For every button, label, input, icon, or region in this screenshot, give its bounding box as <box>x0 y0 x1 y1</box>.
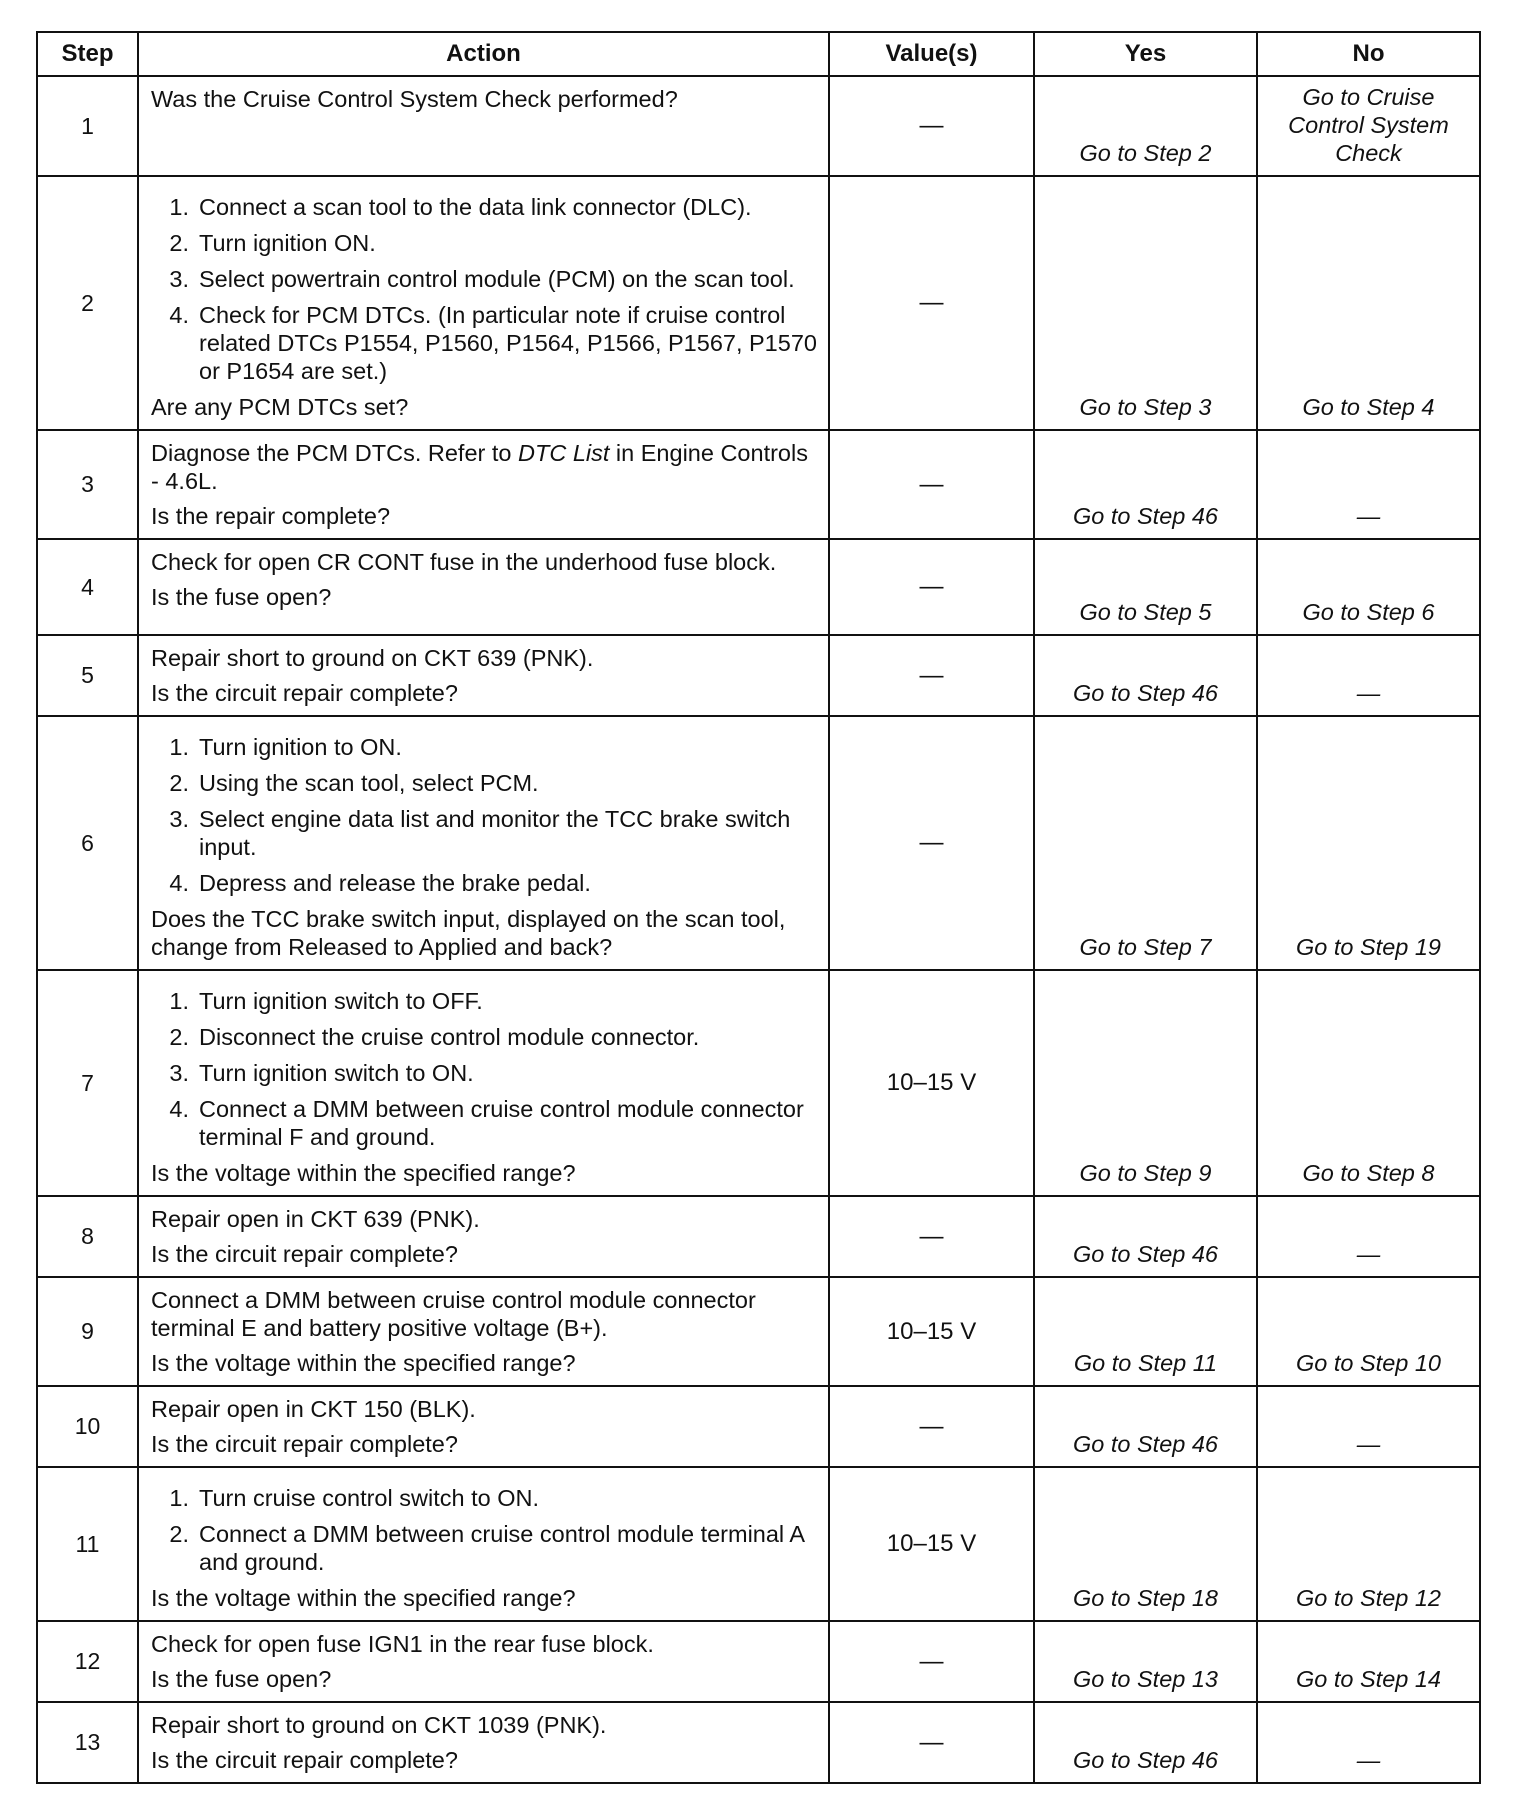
no-cell <box>1257 76 1480 176</box>
action-step-item: 2. Using the scan tool, select PCM. <box>169 770 539 796</box>
value-cell: — <box>829 1702 1034 1783</box>
header-yes: Yes <box>1034 32 1257 76</box>
step-number: 6 <box>37 716 138 970</box>
action-text: Diagnose the PCM DTCs. Refer to DTC List in Engine Controls - 4.6L. <box>151 440 808 494</box>
action-step-item: 3. Turn ignition switch to ON. <box>169 1060 474 1086</box>
value-cell: — <box>829 1621 1034 1702</box>
no-cell: Go to Step 12 <box>1257 1467 1480 1621</box>
yes-cell: Go to Step 46 <box>1034 430 1257 539</box>
table-row <box>37 430 1480 539</box>
table-row <box>37 1702 1480 1783</box>
action-question: Does the TCC brake switch input, displayed on the scan tool, change from Released to Applied and back? <box>151 906 786 960</box>
table-row <box>37 635 1480 716</box>
dtc-list-ref: DTC List <box>518 440 610 466</box>
header-row <box>37 32 1480 76</box>
action-cell <box>138 539 829 635</box>
table-row <box>37 176 1480 430</box>
step-number: 9 <box>37 1277 138 1386</box>
table-row <box>37 1621 1480 1702</box>
action-step-item: 2. Disconnect the cruise control module connector. <box>169 1024 700 1050</box>
table-row <box>37 539 1480 635</box>
step-number: 13 <box>37 1702 138 1783</box>
action-question: Is the circuit repair complete? <box>151 1431 458 1457</box>
action-question: Is the voltage within the specified range? <box>151 1350 576 1376</box>
action-step-item: 4. Connect a DMM between cruise control module connector terminal F and ground. <box>169 1096 804 1150</box>
no-cell: Go to Step 4 <box>1257 176 1480 430</box>
yes-cell: Go to Step 11 <box>1034 1277 1257 1386</box>
yes-cell: Go to Step 13 <box>1034 1621 1257 1702</box>
action-question: Is the voltage within the specified range? <box>151 1160 576 1186</box>
no-cell: Go to Step 6 <box>1257 539 1480 635</box>
action-text: Repair open in CKT 150 (BLK). <box>151 1396 476 1422</box>
action-text: Repair short to ground on CKT 639 (PNK). <box>151 645 594 671</box>
step-number: 10 <box>37 1386 138 1467</box>
action-cell <box>138 1386 829 1467</box>
step-number: 2 <box>37 176 138 430</box>
step-number: 4 <box>37 539 138 635</box>
yes-cell: Go to Step 2 <box>1034 76 1257 176</box>
yes-cell: Go to Step 18 <box>1034 1467 1257 1621</box>
value-cell: — <box>829 1386 1034 1467</box>
yes-cell: Go to Step 3 <box>1034 176 1257 430</box>
table-row <box>37 1277 1480 1386</box>
value-cell: — <box>829 1196 1034 1277</box>
value-cell: — <box>829 716 1034 970</box>
header-values: Value(s) <box>829 32 1034 76</box>
step-number: 7 <box>37 970 138 1196</box>
action-cell <box>138 970 829 1196</box>
no-cell: Go to Step 14 <box>1257 1621 1480 1702</box>
action-step-item: 4. Check for PCM DTCs. (In particular note if cruise control related DTCs P1554, P1560, P1564, P1566, P1567, P1570 or P1654 are set.) <box>169 302 817 384</box>
table-row <box>37 716 1480 970</box>
action-question: Is the voltage within the specified range? <box>151 1585 576 1611</box>
yes-cell: Go to Step 46 <box>1034 1702 1257 1783</box>
no-cell: — <box>1257 430 1480 539</box>
value-cell: — <box>829 176 1034 430</box>
action-cell <box>138 1467 829 1621</box>
step-number: 3 <box>37 430 138 539</box>
action-cell <box>138 716 829 970</box>
action-step-item: 3. Select powertrain control module (PCM) on the scan tool. <box>169 266 795 292</box>
action-steps <box>151 1484 818 1576</box>
action-cell <box>138 1702 829 1783</box>
no-link-text: Cruise Control System Check <box>1288 84 1449 166</box>
action-step-item: 4. Depress and release the brake pedal. <box>169 870 591 896</box>
table-row <box>37 1467 1480 1621</box>
yes-cell: Go to Step 5 <box>1034 539 1257 635</box>
action-cell <box>138 176 829 430</box>
value-cell: — <box>829 430 1034 539</box>
action-step-item: 1. Turn cruise control switch to ON. <box>169 1485 539 1511</box>
yes-cell: Go to Step 7 <box>1034 716 1257 970</box>
action-step-item: 3. Select engine data list and monitor the TCC brake switch input. <box>169 806 791 860</box>
table-row <box>37 1196 1480 1277</box>
action-question: Are any PCM DTCs set? <box>151 394 409 420</box>
action-question: Is the fuse open? <box>151 584 332 610</box>
action-steps <box>151 987 818 1151</box>
value-cell: 10–15 V <box>829 1467 1034 1621</box>
action-text: Connect a DMM between cruise control module connector terminal E and battery positive voltage (B+). <box>151 1287 756 1341</box>
value-cell: — <box>829 539 1034 635</box>
no-cell: — <box>1257 1386 1480 1467</box>
no-cell: Go to Step 10 <box>1257 1277 1480 1386</box>
no-cell: Go to Step 19 <box>1257 716 1480 970</box>
value-cell: — <box>829 76 1034 176</box>
step-number: 11 <box>37 1467 138 1621</box>
table-row <box>37 76 1480 176</box>
action-cell <box>138 1277 829 1386</box>
header-step: Step <box>37 32 138 76</box>
step-number: 5 <box>37 635 138 716</box>
no-cell: — <box>1257 1196 1480 1277</box>
no-cell: — <box>1257 1702 1480 1783</box>
action-text: Check for open fuse IGN1 in the rear fuse block. <box>151 1631 654 1657</box>
table-row <box>37 970 1480 1196</box>
action-text: Repair open in CKT 639 (PNK). <box>151 1206 480 1232</box>
action-question: Is the circuit repair complete? <box>151 680 458 706</box>
action-cell <box>138 635 829 716</box>
action-steps <box>151 193 818 385</box>
yes-cell: Go to Step 46 <box>1034 635 1257 716</box>
action-question: Is the repair complete? <box>151 503 391 529</box>
yes-cell: Go to Step 9 <box>1034 970 1257 1196</box>
no-cell: — <box>1257 635 1480 716</box>
value-cell: 10–15 V <box>829 970 1034 1196</box>
action-text: Repair short to ground on CKT 1039 (PNK). <box>151 1712 607 1738</box>
value-cell: 10–15 V <box>829 1277 1034 1386</box>
action-step-item: 2. Turn ignition ON. <box>169 230 376 256</box>
action-question: Was the Cruise Control System Check performed? <box>151 86 678 112</box>
diagnostic-table <box>36 31 1481 1784</box>
action-question: Is the circuit repair complete? <box>151 1747 458 1773</box>
header-action: Action <box>138 32 829 76</box>
action-cell <box>138 76 829 176</box>
action-question: Is the circuit repair complete? <box>151 1241 458 1267</box>
yes-cell: Go to Step 46 <box>1034 1386 1257 1467</box>
action-step-item: 1. Turn ignition switch to OFF. <box>169 988 483 1014</box>
action-step-item: 2. Connect a DMM between cruise control module terminal A and ground. <box>169 1521 804 1575</box>
value-cell: — <box>829 635 1034 716</box>
action-cell <box>138 430 829 539</box>
step-number: 8 <box>37 1196 138 1277</box>
action-cell <box>138 1621 829 1702</box>
yes-cell: Go to Step 46 <box>1034 1196 1257 1277</box>
table-row <box>37 1386 1480 1467</box>
action-steps <box>151 733 818 897</box>
action-cell <box>138 1196 829 1277</box>
step-number: 12 <box>37 1621 138 1702</box>
step-number: 1 <box>37 76 138 176</box>
action-step-item: 1. Connect a scan tool to the data link connector (DLC). <box>169 194 752 220</box>
no-prefix: Go to <box>1302 84 1361 110</box>
header-no: No <box>1257 32 1480 76</box>
action-text: Check for open CR CONT fuse in the underhood fuse block. <box>151 549 777 575</box>
action-step-item: 1. Turn ignition to ON. <box>169 734 402 760</box>
no-cell: Go to Step 8 <box>1257 970 1480 1196</box>
action-question: Is the fuse open? <box>151 1666 332 1692</box>
